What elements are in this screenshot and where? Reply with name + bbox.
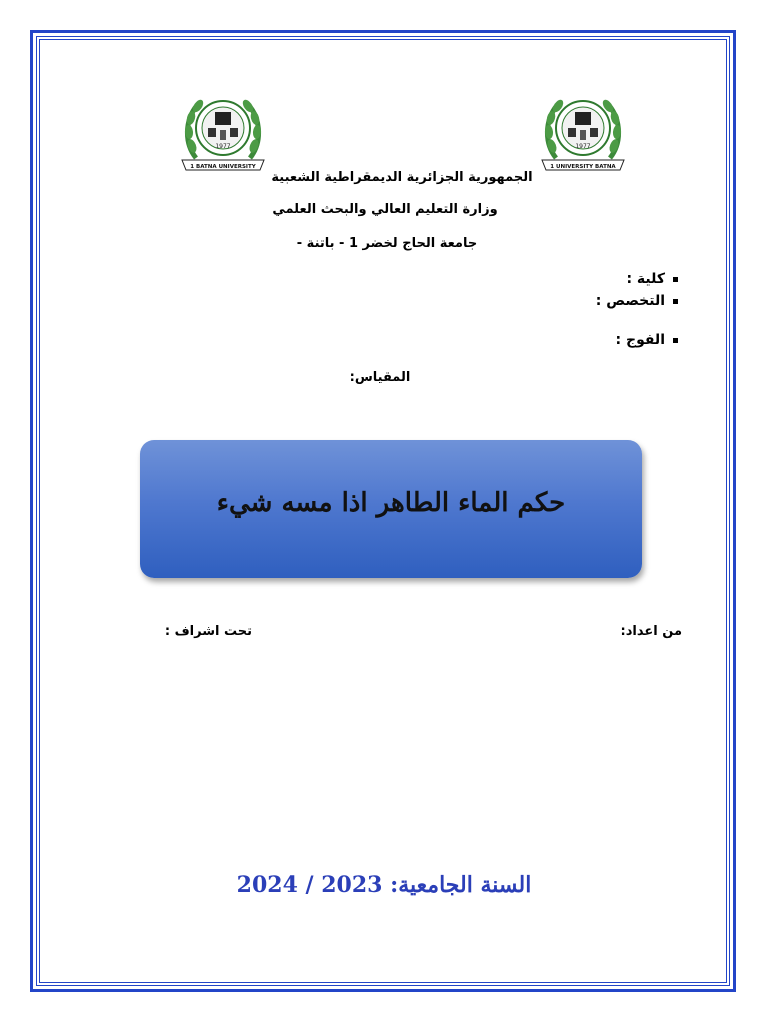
svg-text:1 BATNA UNIVERSITY: 1 BATNA UNIVERSITY xyxy=(190,164,256,170)
faculty-label: كلية : xyxy=(626,271,665,287)
university-logo-right xyxy=(538,88,628,180)
supervised-by-label: تحت اشراف : xyxy=(164,624,252,639)
group-field xyxy=(616,332,678,348)
svg-text:1 UNIVERSITY BATNA: 1 UNIVERSITY BATNA xyxy=(550,164,616,170)
specialty-field xyxy=(596,293,678,309)
university-title: جامعة الحاج لخضر 1 - باتنة - xyxy=(296,236,478,251)
bullet-icon xyxy=(673,299,678,304)
laurel-emblem-icon xyxy=(178,88,268,180)
bullet-icon xyxy=(673,338,678,343)
republic-title: الجمهورية الجزائرية الديمقراطية الشعبية xyxy=(271,170,533,185)
module-label: المقياس: xyxy=(349,370,411,385)
svg-text:1977: 1977 xyxy=(575,143,591,150)
faculty-field xyxy=(626,271,678,287)
laurel-emblem-icon xyxy=(538,88,628,180)
university-logo-left xyxy=(178,88,268,180)
group-label: الفوج : xyxy=(615,332,665,348)
prepared-by-label: من اعداد: xyxy=(620,624,682,639)
academic-year: السنة الجامعية: 2023 / 2024 xyxy=(236,872,532,898)
specialty-label: التخصص : xyxy=(595,293,665,309)
research-title: حكم الماء الطاهر اذا مسه شيء xyxy=(216,488,566,518)
ministry-title: وزارة التعليم العالي والبحث العلمي xyxy=(272,202,498,217)
svg-text:1977: 1977 xyxy=(215,143,231,150)
bullet-icon xyxy=(673,277,678,282)
